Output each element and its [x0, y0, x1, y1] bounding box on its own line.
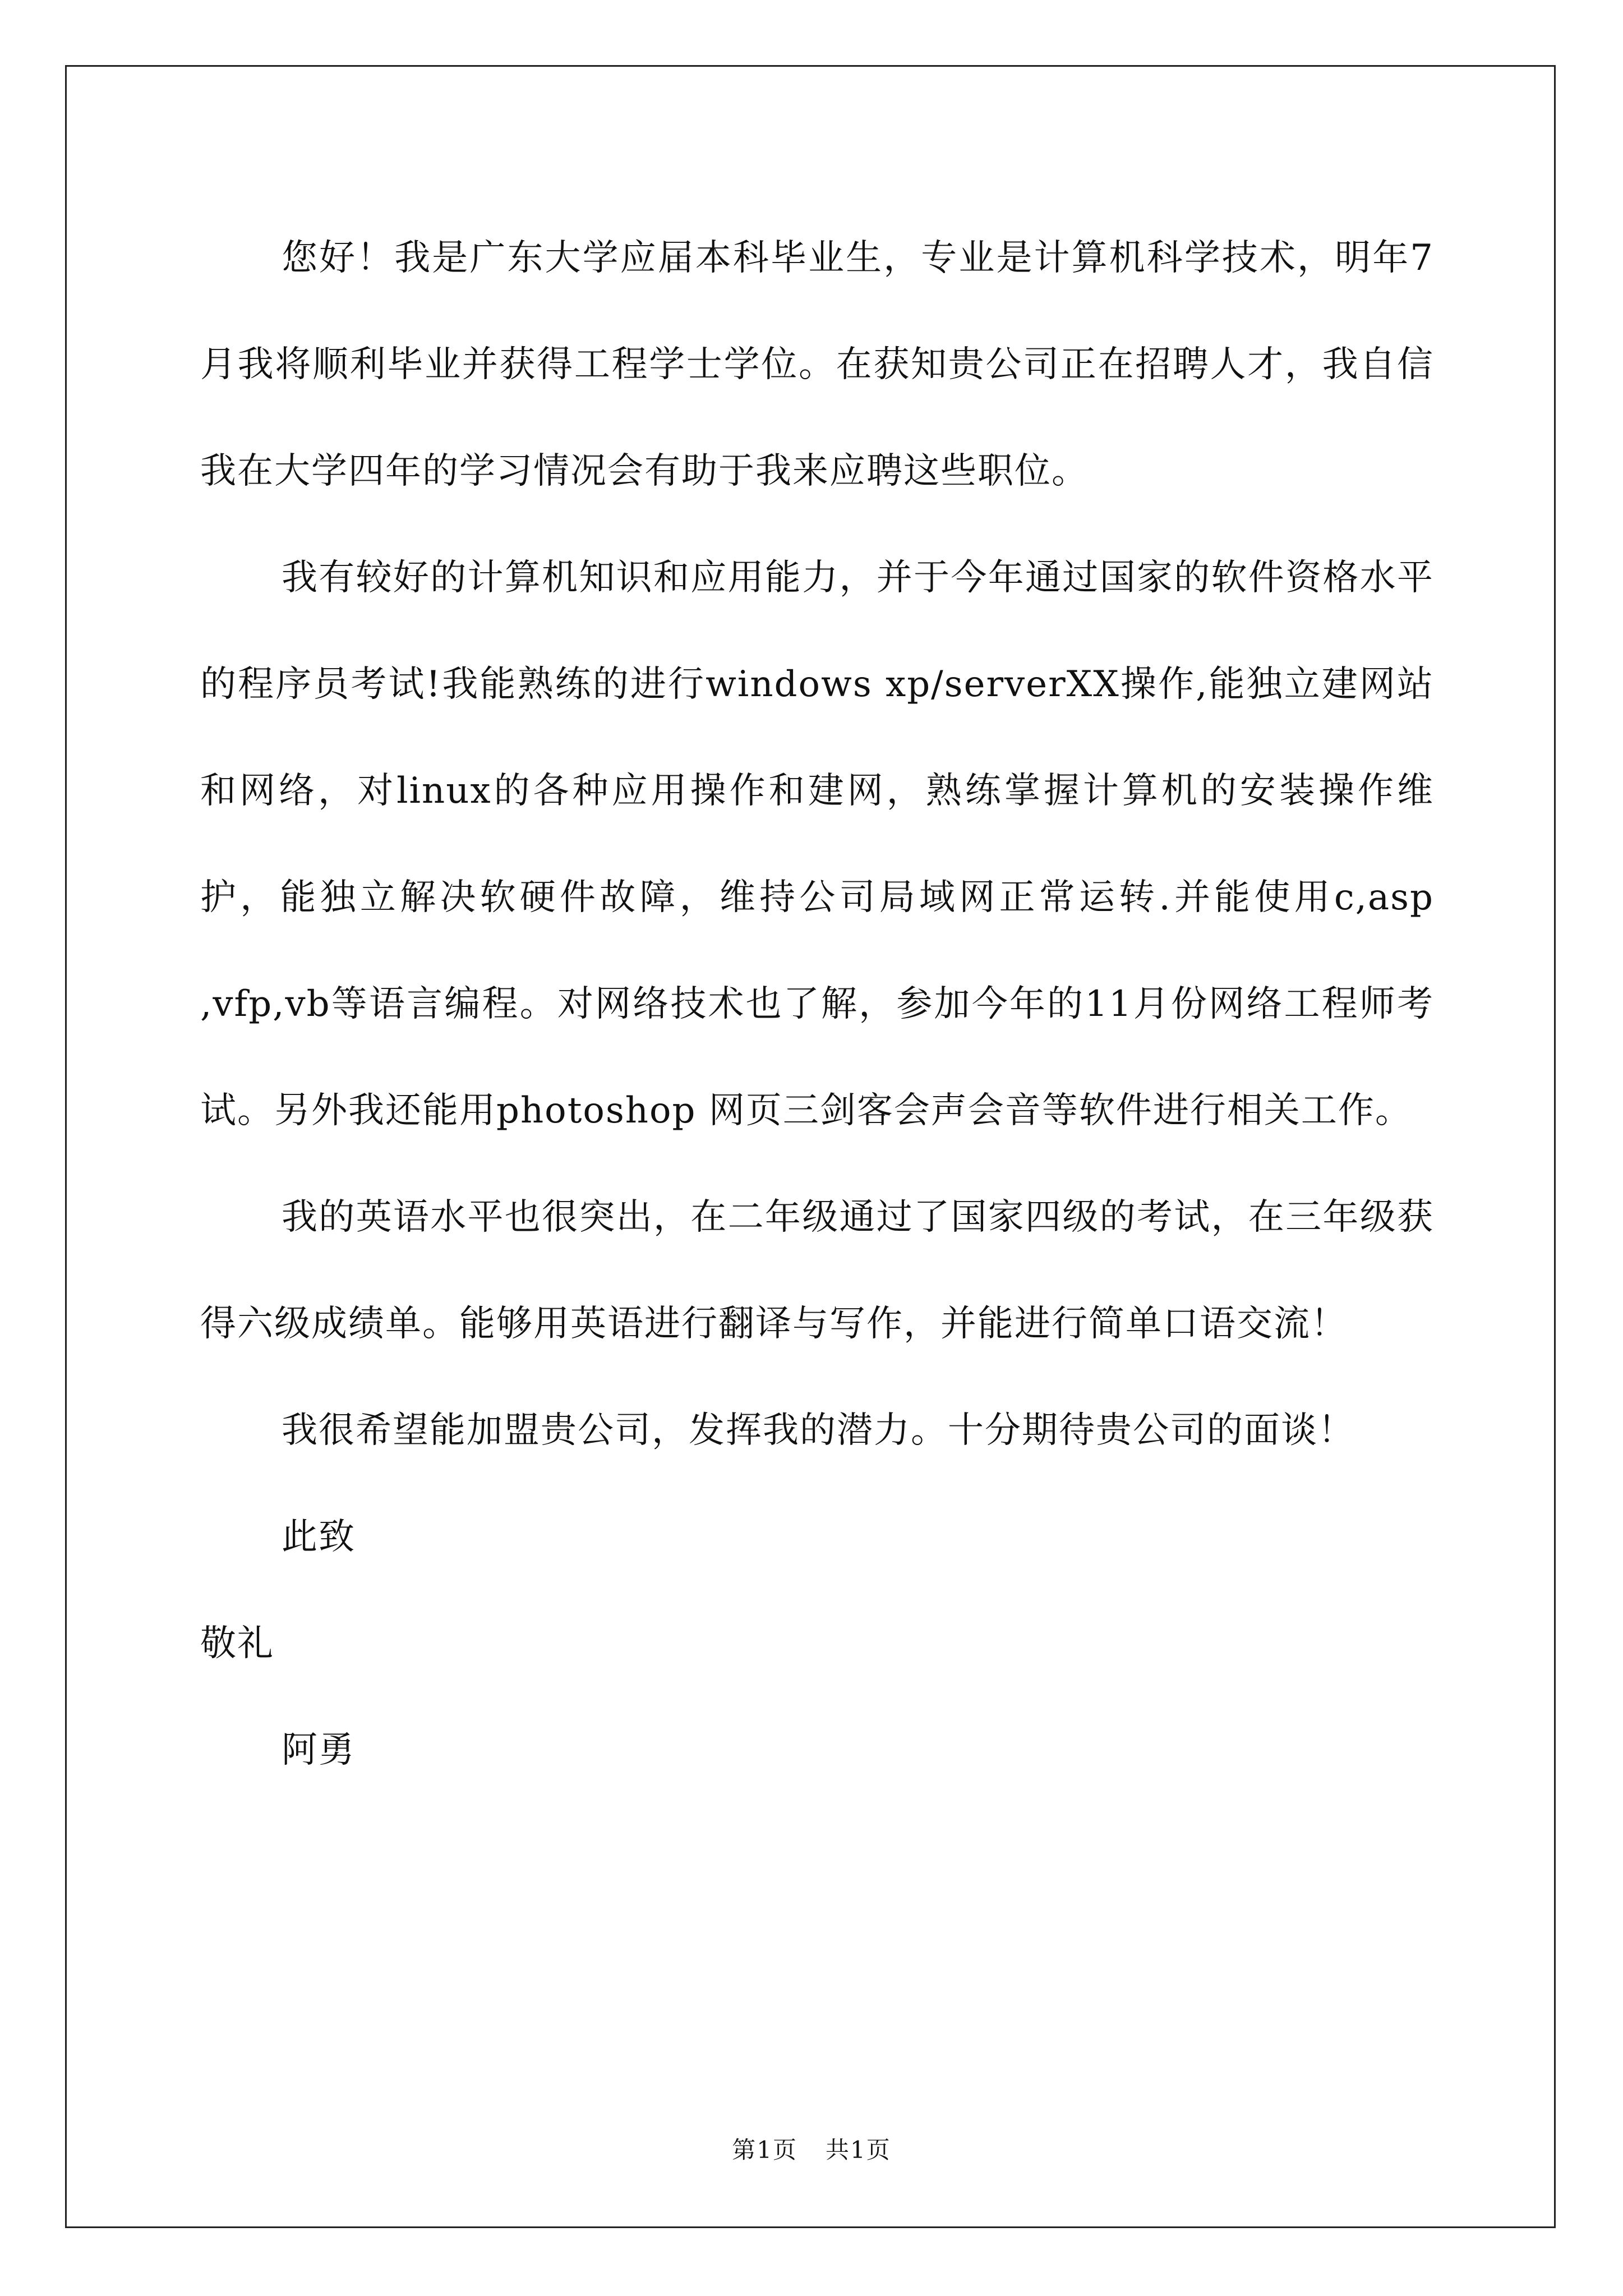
- letter-paragraph-skills: 我有较好的计算机知识和应用能力，并于今年通过国家的软件资格水平的程序员考试!我能熟练的进行windows xp/serverXX操作,能独立建网站和网络，对linux的各种应用操作和建网，熟练掌握计算机的安装操作维护，能独立解决软硬件故障，维持公司局域网正常运转.并能使用c,asp ,vfp,vb等语言编程。对网络技术也了解，参加今年的11月份网络工程师考试。另外我还能用photoshop 网页三剑客会声会音等软件进行相关工作。: [200, 557, 1434, 1131]
- page-number-total: 共1页: [826, 2136, 891, 2164]
- letter-paragraph-intro: 您好！我是广东大学应届本科毕业生，专业是计算机科学技术，明年7月我将顺利毕业并获得工程学士学位。在获知贵公司正在招聘人才，我自信我在大学四年的学习情况会有助于我来应聘这些职位。: [200, 237, 1434, 492]
- page-number-current: 第1页: [732, 2136, 797, 2164]
- letter-signature: 阿勇: [282, 1729, 356, 1771]
- page-footer: [0, 2132, 1623, 2165]
- letter-salutation: 敬礼: [200, 1623, 274, 1664]
- letter-paragraph-english: 我的英语水平也很突出，在二年级通过了国家四级的考试，在三年级获得六级成绩单。能够用英语进行翻译与写作，并能进行简单口语交流！: [200, 1197, 1434, 1345]
- letter-paragraph-wish: 我很希望能加盟贵公司，发挥我的潜力。十分期待贵公司的面谈！: [282, 1410, 1355, 1451]
- letter-body: [200, 205, 1434, 1803]
- letter-closing: 此致: [282, 1516, 356, 1558]
